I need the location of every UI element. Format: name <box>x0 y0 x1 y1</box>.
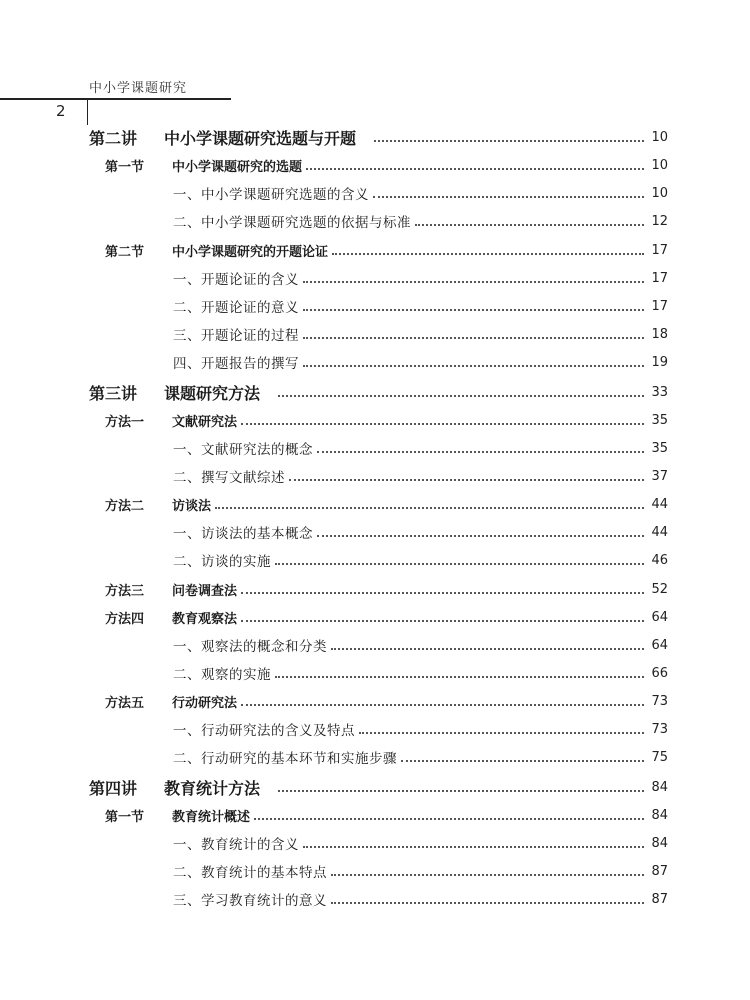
toc-entry[interactable] <box>173 717 668 741</box>
toc-entry[interactable] <box>105 803 668 827</box>
running-header: 中小学课题研究 <box>89 81 188 96</box>
toc-entry[interactable] <box>105 689 668 713</box>
toc-entry-label <box>105 411 237 430</box>
dot-leader <box>317 450 644 453</box>
toc-entry-label <box>105 495 211 514</box>
toc-entry-prefix: 第二讲 <box>89 128 138 148</box>
dot-leader <box>373 195 644 198</box>
toc-entry-prefix: 第一节 <box>105 159 145 175</box>
toc-entry[interactable] <box>105 577 668 601</box>
toc-entry[interactable] <box>89 380 668 404</box>
toc-entry[interactable] <box>173 548 668 572</box>
toc-entry-page: 10 <box>651 157 668 173</box>
toc-entry[interactable] <box>173 464 668 488</box>
dot-leader <box>359 731 644 734</box>
dot-leader <box>303 308 644 311</box>
toc-entry-page: 87 <box>651 863 668 879</box>
toc-entry[interactable] <box>105 153 668 177</box>
dot-leader <box>254 817 644 820</box>
toc-entry-page: 84 <box>651 779 668 795</box>
toc-entry-prefix: 方法四 <box>105 611 145 627</box>
toc-entry-page: 73 <box>651 721 668 737</box>
toc-entry-label <box>105 692 237 711</box>
toc-entry-label <box>173 861 327 881</box>
toc-entry-page: 52 <box>651 581 668 597</box>
toc-entry-label <box>105 241 328 260</box>
toc-entry[interactable] <box>173 436 668 460</box>
toc-entry-label <box>173 635 327 655</box>
dot-leader <box>303 845 644 848</box>
dot-leader <box>303 280 644 283</box>
toc-entry[interactable] <box>89 775 668 799</box>
toc-entry-page: 44 <box>651 524 668 540</box>
toc-entry-label <box>173 833 299 853</box>
toc-entry-page: 10 <box>651 129 668 145</box>
toc-entry-title: 课题研究方法 <box>164 383 261 403</box>
dot-leader <box>289 478 644 481</box>
toc-entry-label <box>89 126 356 149</box>
toc-entry[interactable] <box>173 661 668 685</box>
toc-entry-label <box>173 466 285 486</box>
toc-entry-title: 访谈法 <box>172 498 212 514</box>
toc-entry[interactable] <box>105 492 668 516</box>
toc-entry[interactable] <box>173 859 668 883</box>
toc-entry-title: 二、开题论证的意义 <box>173 300 299 316</box>
toc-entry-label <box>105 806 250 825</box>
dot-leader <box>331 873 644 876</box>
page-number: 2 <box>56 102 66 120</box>
toc-entry-title: 一、文献研究法的概念 <box>173 442 313 458</box>
dot-leader <box>241 422 644 425</box>
toc-entry[interactable] <box>89 125 668 149</box>
toc-entry-title: 一、中小学课题研究选题的含义 <box>173 187 369 203</box>
dot-leader <box>306 167 644 170</box>
toc-entry-label <box>173 550 271 570</box>
toc-entry-page: 12 <box>651 213 668 229</box>
dot-leader <box>317 534 644 537</box>
toc-entry-label <box>105 156 302 175</box>
toc-entry[interactable] <box>173 209 668 233</box>
toc-entry-title: 二、教育统计的基本特点 <box>173 865 327 881</box>
toc-entry-title: 教育观察法 <box>172 611 238 627</box>
toc-entry-page: 64 <box>651 609 668 625</box>
toc-entry-page: 35 <box>651 412 668 428</box>
toc-entry-title: 教育统计方法 <box>164 778 261 798</box>
toc-entry-prefix: 第一节 <box>105 809 145 825</box>
toc-entry-label <box>173 211 411 231</box>
toc-entry-label <box>173 889 327 909</box>
toc-entry-page: 46 <box>651 552 668 568</box>
toc-entry-title: 三、学习教育统计的意义 <box>173 893 327 909</box>
toc-entry-prefix: 第四讲 <box>89 778 138 798</box>
toc-entry-prefix: 方法二 <box>105 498 145 514</box>
dot-leader <box>331 901 644 904</box>
toc-entry-title: 问卷调查法 <box>172 583 238 599</box>
toc-entry-label <box>173 522 313 542</box>
toc-entry-title: 中小学课题研究的选题 <box>172 159 303 175</box>
toc-entry-page: 35 <box>651 440 668 456</box>
dot-leader <box>275 675 644 678</box>
toc-entry-title: 二、中小学课题研究选题的依据与标准 <box>173 215 411 231</box>
toc-entry[interactable] <box>105 408 668 432</box>
toc-entry-title: 一、行动研究法的含义及特点 <box>173 723 355 739</box>
toc-entry-page: 17 <box>651 242 668 258</box>
toc-entry-prefix: 方法一 <box>105 414 145 430</box>
toc-entry-label <box>173 663 271 683</box>
dot-leader <box>241 703 644 706</box>
dot-leader <box>331 647 644 650</box>
dot-leader <box>374 139 644 142</box>
toc-entry-label <box>173 352 299 372</box>
toc-entry-page: 33 <box>651 384 668 400</box>
toc-entry-page: 44 <box>651 496 668 512</box>
toc-entry-title: 三、开题论证的过程 <box>173 328 299 344</box>
toc-entry-title: 文献研究法 <box>172 414 238 430</box>
toc-entry[interactable] <box>173 322 668 346</box>
toc-entry[interactable] <box>173 266 668 290</box>
toc-entry-page: 17 <box>651 298 668 314</box>
toc-entry-title: 行动研究法 <box>172 695 238 711</box>
dot-leader <box>303 364 644 367</box>
toc-entry[interactable] <box>173 181 668 205</box>
toc-entry-title: 中小学课题研究的开题论证 <box>172 244 329 260</box>
dot-leader <box>278 789 644 792</box>
toc-entry-title: 二、访谈的实施 <box>173 554 271 570</box>
toc-entry[interactable] <box>173 520 668 544</box>
toc-entry-prefix: 方法三 <box>105 583 145 599</box>
toc-entry-label <box>173 438 313 458</box>
toc-entry-title: 一、观察法的概念和分类 <box>173 639 327 655</box>
toc-entry-title: 一、教育统计的含义 <box>173 837 299 853</box>
toc-entry[interactable] <box>105 605 668 629</box>
toc-entry-label <box>173 719 355 739</box>
dot-leader <box>278 394 644 397</box>
toc-entry-prefix: 方法五 <box>105 695 145 711</box>
dot-leader <box>332 252 644 255</box>
dot-leader <box>401 759 644 762</box>
dot-leader <box>241 619 644 622</box>
toc-entry[interactable] <box>173 294 668 318</box>
toc-entry-label <box>105 608 237 627</box>
toc-entry-title: 二、行动研究的基本环节和实施步骤 <box>173 751 397 767</box>
toc-entry-page: 75 <box>651 749 668 765</box>
toc-entry-label <box>173 183 369 203</box>
toc-entry-page: 19 <box>651 354 668 370</box>
toc-entry-label <box>105 580 237 599</box>
toc-entry-title: 中小学课题研究选题与开题 <box>164 128 357 148</box>
toc-entry[interactable] <box>173 745 668 769</box>
toc-entry-page: 10 <box>651 185 668 201</box>
toc-entry-title: 二、撰写文献综述 <box>173 470 285 486</box>
toc-entry-page: 84 <box>651 807 668 823</box>
dot-leader <box>303 336 644 339</box>
toc-entry-page: 66 <box>651 665 668 681</box>
toc-entry-label <box>173 324 299 344</box>
toc-entry[interactable] <box>173 633 668 657</box>
dot-leader <box>275 562 644 565</box>
toc-entry-label <box>173 296 299 316</box>
toc-entry-title: 二、观察的实施 <box>173 667 271 683</box>
toc-entry-title: 一、开题论证的含义 <box>173 272 299 288</box>
toc-entry-page: 64 <box>651 637 668 653</box>
toc-entry[interactable] <box>173 887 668 911</box>
dot-leader <box>415 223 644 226</box>
toc-entry-page: 37 <box>651 468 668 484</box>
toc-entry-page: 17 <box>651 270 668 286</box>
toc-entry-title: 教育统计概述 <box>172 809 251 825</box>
toc-entry-title: 一、访谈法的基本概念 <box>173 526 313 542</box>
dot-leader <box>241 591 644 594</box>
toc-entry-label <box>89 776 260 799</box>
toc-entry-page: 18 <box>651 326 668 342</box>
toc-entry[interactable] <box>173 350 668 374</box>
dot-leader <box>215 506 644 509</box>
toc-entry-label <box>89 381 260 404</box>
toc-entry-title: 四、开题报告的撰写 <box>173 356 299 372</box>
toc-entry[interactable] <box>105 238 668 262</box>
toc-entry-page: 73 <box>651 693 668 709</box>
toc-entry-prefix: 第二节 <box>105 244 145 260</box>
toc-entry-prefix: 第三讲 <box>89 383 138 403</box>
toc-entry-label <box>173 747 397 767</box>
toc-entry-label <box>173 268 299 288</box>
toc-entry-page: 84 <box>651 835 668 851</box>
toc-entry[interactable] <box>173 831 668 855</box>
toc-entry-page: 87 <box>651 891 668 907</box>
